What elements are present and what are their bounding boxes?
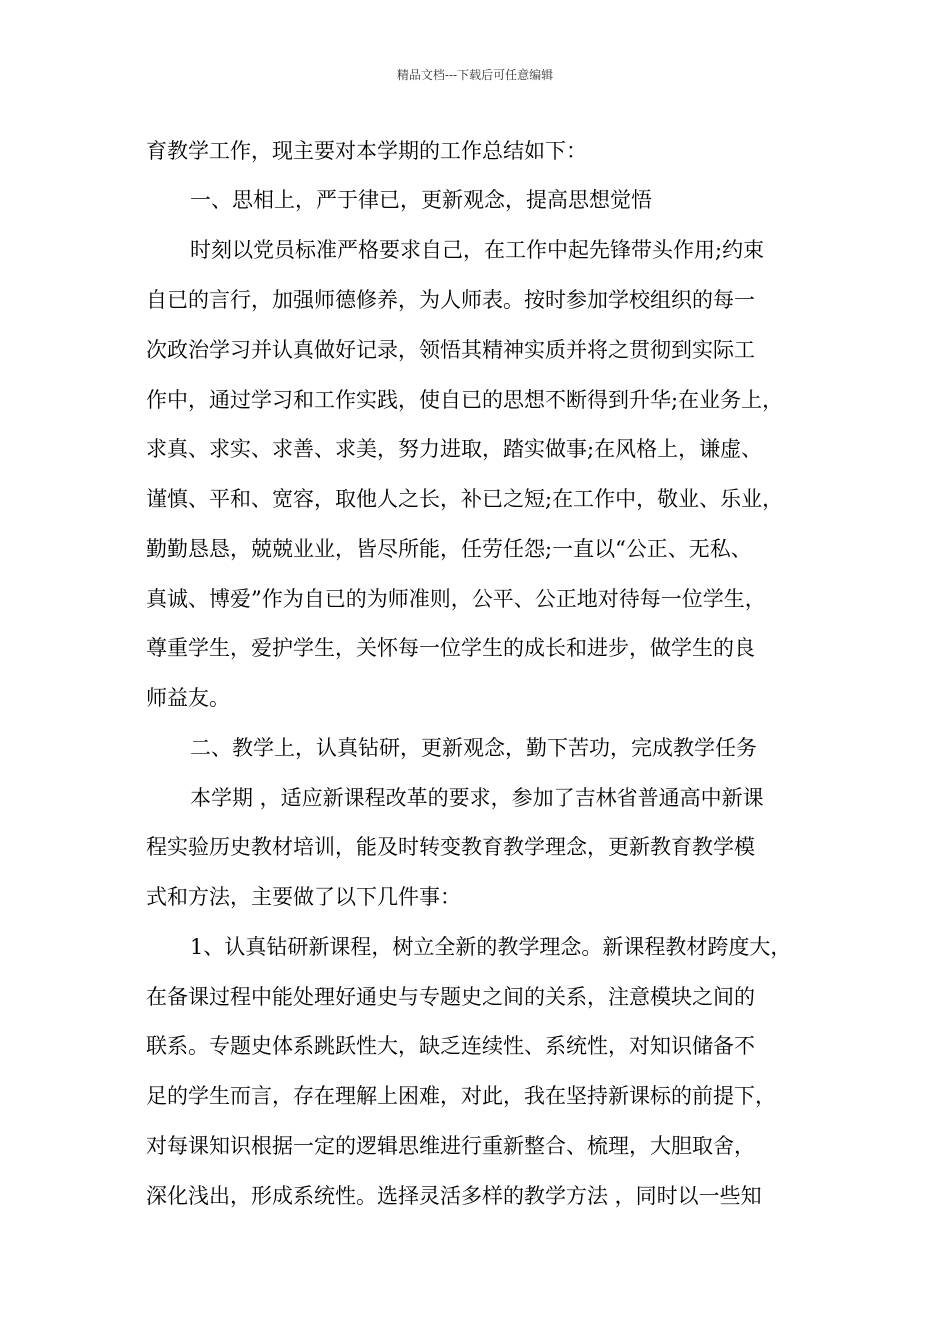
body-line: 自已的言行，加强师德修养，为人师表。按时参加学校组织的每一 bbox=[146, 288, 755, 312]
body-line: 求真、求实、求善、求美，努力进取，踏实做事;在风格上，谦虚、 bbox=[146, 437, 763, 461]
body-line: 真诚、博爱”作为自已的为师准则，公平、公正地对待每一位学生， bbox=[146, 587, 766, 611]
body-line: 谨慎、平和、宽容，取他人之长，补已之短;在工作中，敬业、乐业， bbox=[146, 487, 784, 511]
section-heading: 一、思相上，严于律已，更新观念，提高思想觉悟 bbox=[190, 188, 652, 212]
body-line: 作中，通过学习和工作实践，使自已的思想不断得到升华;在业务上， bbox=[146, 388, 784, 412]
body-line: 深化浅出，形成系统性。选择灵活多样的教学方法 ，同时以一些知 bbox=[146, 1184, 762, 1208]
body-line: 尊重学生，爱护学生，关怀每一位学生的成长和进步，做学生的良 bbox=[146, 636, 755, 660]
body-line: 程实验历史教材培训，能及时转变教育教学理念，更新教育教学模 bbox=[146, 835, 755, 859]
body-line: 在备课过程中能处理好通史与专题史之间的关系，注意模块之间的 bbox=[146, 985, 755, 1009]
body-line: 次政治学习并认真做好记录，领悟其精神实质并将之贯彻到实际工 bbox=[146, 338, 755, 362]
body-line: 联系。专题史体系跳跃性大，缺乏连续性、系统性，对知识储备不 bbox=[146, 1034, 755, 1058]
body-line: 对每课知识根据一定的逻辑思维进行重新整合、梳理，大胆取舍， bbox=[146, 1134, 755, 1158]
body-line: 足的学生而言，存在理解上困难，对此，我在坚持新课标的前提下， bbox=[146, 1084, 776, 1108]
body-line: 1、认真钻研新课程，树立全新的教学理念。新课程教材跨度大， bbox=[190, 935, 792, 959]
body-line: 师益友。 bbox=[146, 686, 230, 710]
page-header: 精品文档---下载后可任意编辑 bbox=[396, 68, 554, 82]
body-line: 育教学工作，现主要对本学期的工作总结如下： bbox=[146, 139, 587, 163]
body-line: 时刻以党员标准严格要求自己，在工作中起先锋带头作用;约束 bbox=[190, 238, 765, 262]
body-line: 本学期 ，适应新课程改革的要求，参加了吉林省普通高中新课 bbox=[190, 786, 764, 810]
section-heading: 二、教学上，认真钻研，更新观念，勤下苦功，完成教学任务 bbox=[190, 736, 757, 760]
body-line: 勤勤恳恳，兢兢业业，皆尽所能，任劳任怨;一直以“公正、无私、 bbox=[146, 537, 752, 561]
body-line: 式和方法，主要做了以下几件事： bbox=[146, 885, 461, 909]
